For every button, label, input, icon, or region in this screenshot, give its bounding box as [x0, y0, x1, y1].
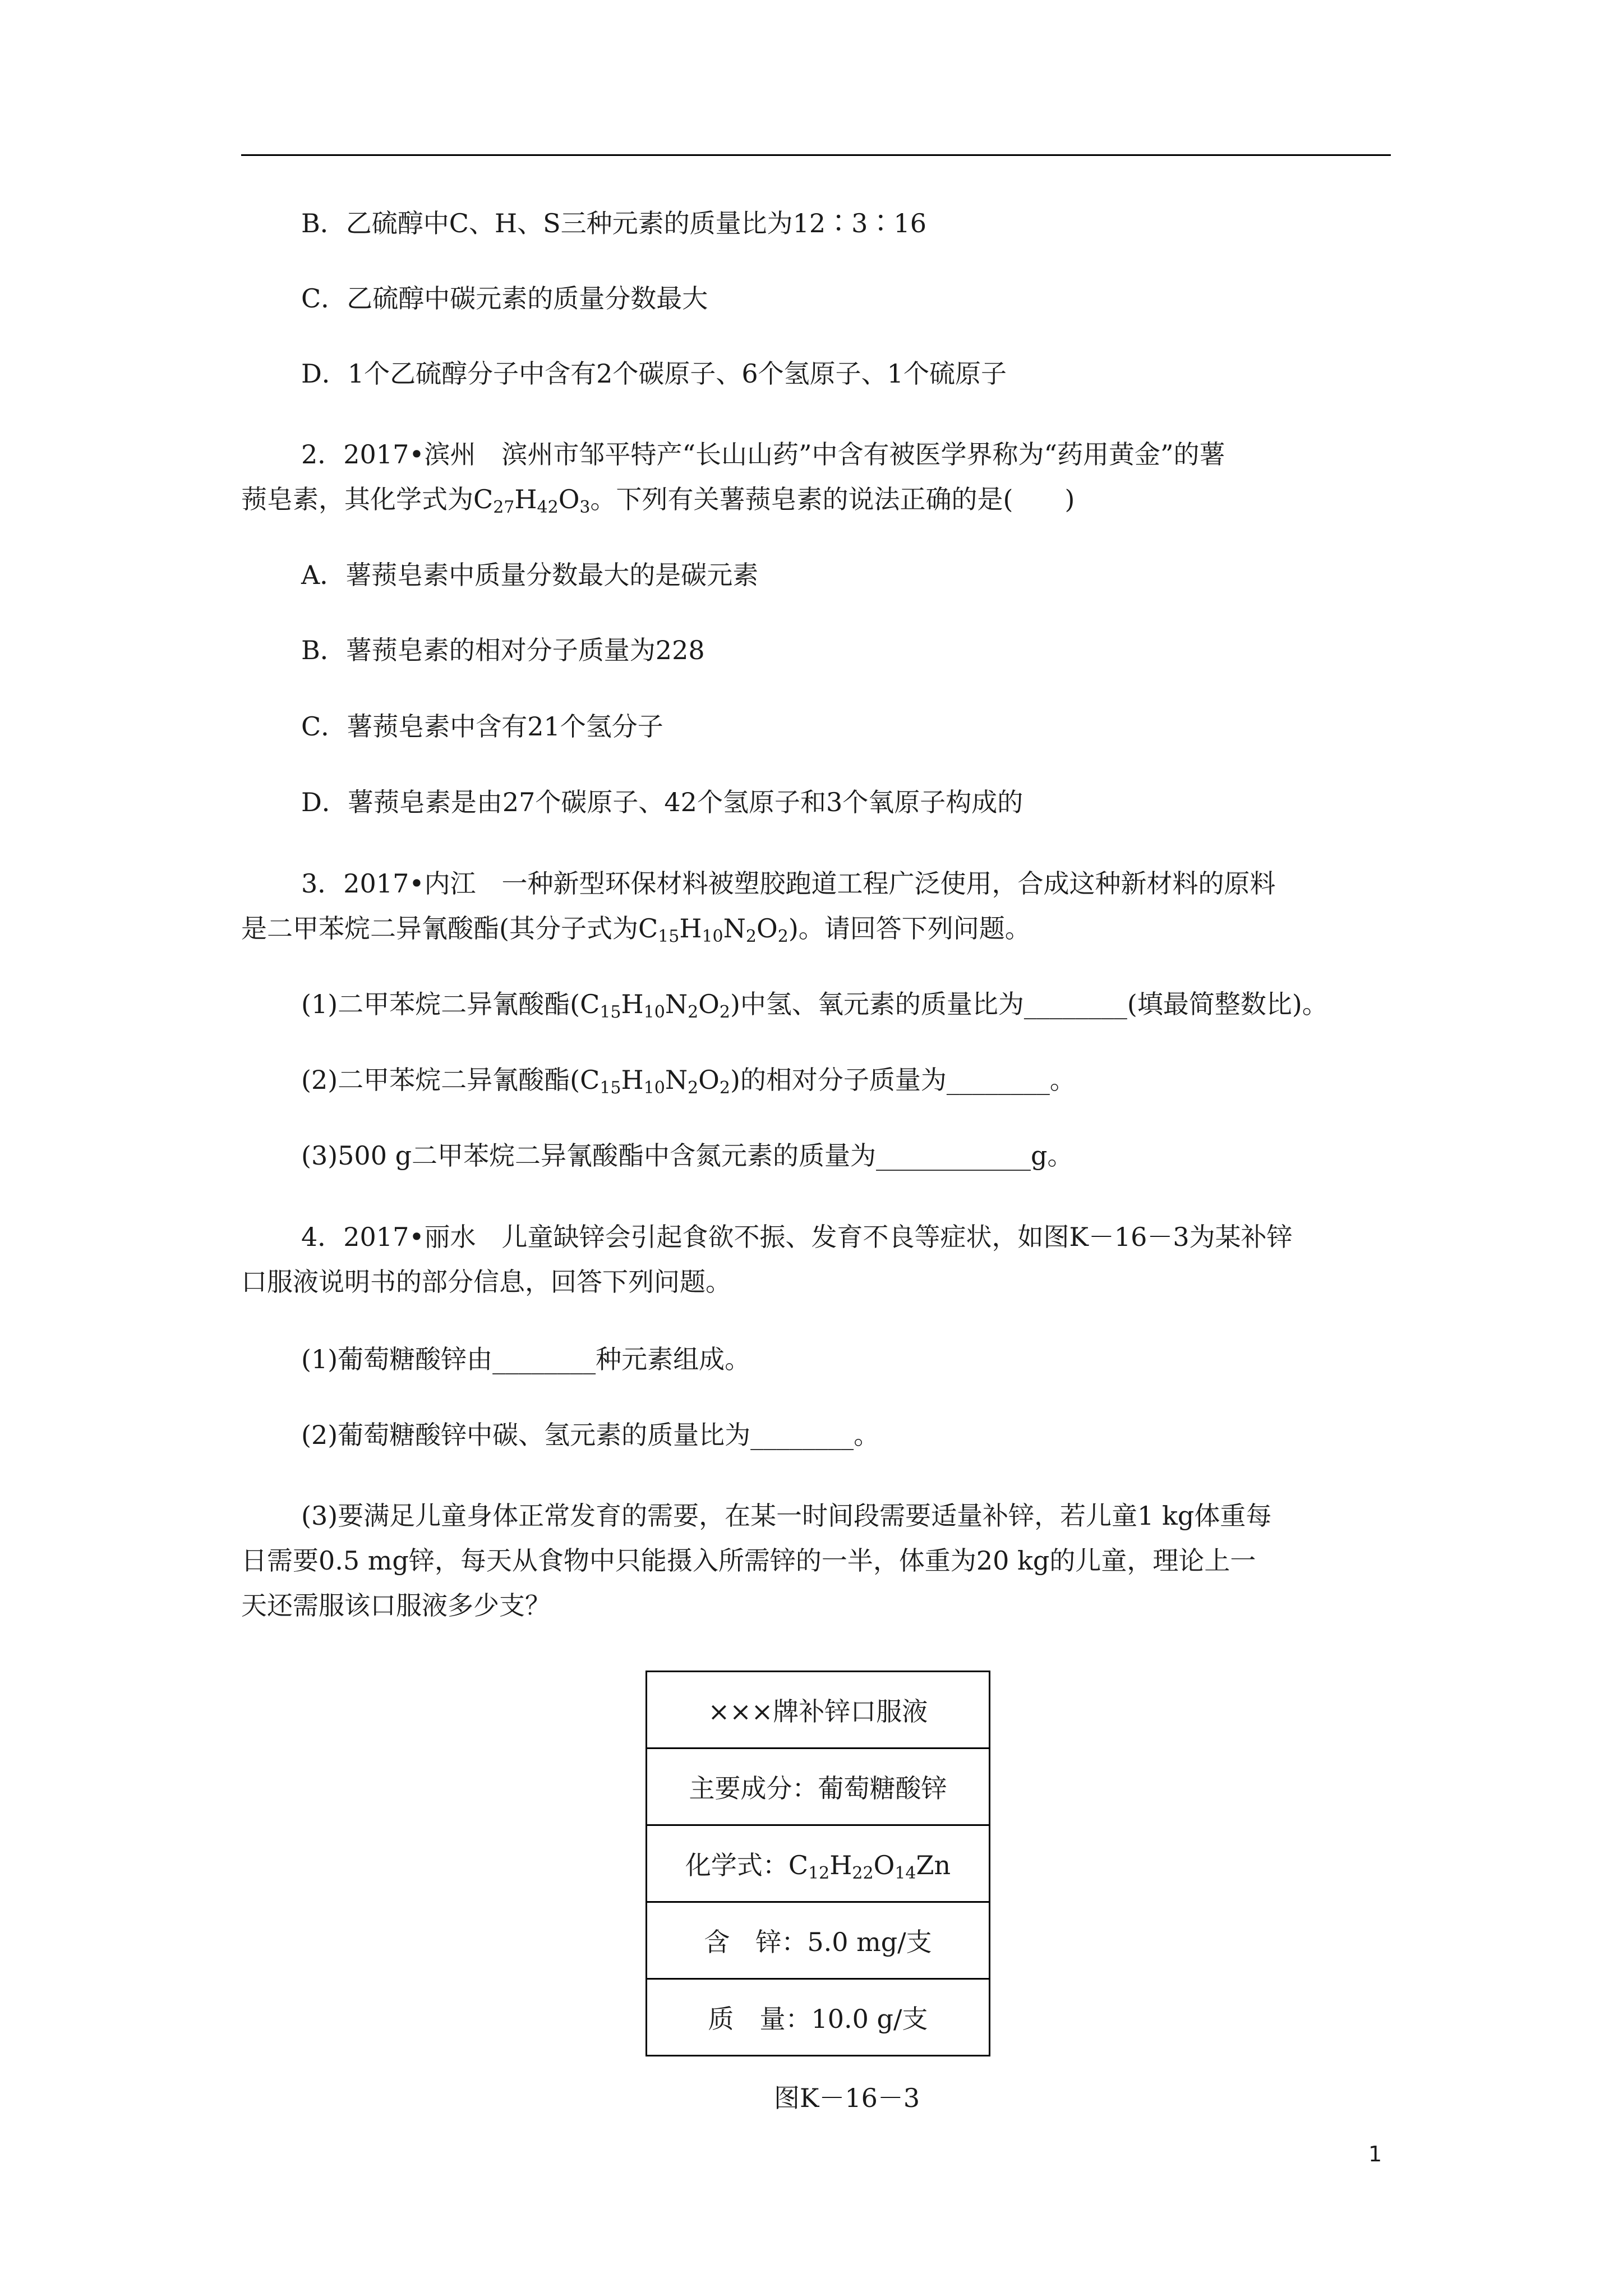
q1-option-d: D．1个乙硫醇分子中含有2个碳原子、6个氢原子、1个硫原子	[301, 358, 1007, 389]
q4-stem-line2: 口服液说明书的部分信息，回答下列问题。	[241, 1267, 731, 1297]
label-brand: ×××牌补锌口服液	[647, 1672, 990, 1749]
label-zinc-content: 含 锌：5.0 mg/支	[647, 1902, 990, 1979]
table-row	[647, 1672, 990, 1749]
zinc-label-table	[645, 1671, 990, 2056]
q4-part3-line2: 日需要0.5 mg锌，每天从食物中只能摄入所需锌的一半，体重为20 kg的儿童，理论上一	[241, 1545, 1256, 1576]
q3-part2-formula: $C_{15}H_{10}N_2O_2$	[580, 1065, 730, 1098]
label-mass: 质 量：10.0 g/支	[647, 1979, 990, 2056]
page-number: 1	[1368, 2142, 1382, 2166]
table-row	[647, 1979, 990, 2056]
header-rule	[241, 154, 1391, 156]
q3-part2: (2)二甲苯烷二异氰酸酯$(C_{15}H_{10}N_2O_2)$的相对分子质量为________。	[301, 1065, 1076, 1098]
q4-stem-line1: 4．2017•丽水 儿童缺锌会引起食欲不振、发育不良等症状，如图K－16－3为某补锌	[301, 1222, 1293, 1252]
q3-part3: (3)500 g二甲苯烷二异氰酸酯中含氮元素的质量为____________g。	[301, 1140, 1073, 1171]
q2-stem-line1: 2．2017•滨州 滨州市邹平特产“长山山药”中含有被医学界称为“药用黄金”的薯	[301, 439, 1225, 470]
table-row	[647, 1749, 990, 1825]
label-formula: 化学式：$C_{12}H_{22}O_{14}Zn$	[647, 1825, 990, 1902]
q3-stem-line2: 是二甲苯烷二异氰酸酯(其分子式为$C_{15}H_{10}N_2O_2$)。请回答下列问题。	[241, 913, 1031, 946]
q3-stem-line1: 3．2017•内江 一种新型环保材料被塑胶跑道工程广泛使用，合成这种新材料的原料	[301, 868, 1276, 899]
q2-option-a: A．薯蓣皂素中质量分数最大的是碳元素	[301, 560, 759, 590]
q4-part3-line1: (3)要满足儿童身体正常发育的需要，在某一时间段需要适量补锌，若儿童1 kg体重每	[301, 1501, 1272, 1531]
label-ingredient: 主要成分：葡萄糖酸锌	[647, 1749, 990, 1825]
q4-part3-line3: 天还需服该口服液多少支？	[241, 1590, 551, 1621]
table-row	[647, 1902, 990, 1979]
q3-formula: $C_{15}H_{10}N_2O_2$	[638, 913, 789, 946]
q3-part1-formula: $C_{15}H_{10}N_2O_2$	[580, 989, 730, 1022]
figure-caption: 图K－16－3	[774, 2083, 920, 2113]
q3-part1: (1)二甲苯烷二异氰酸酯$(C_{15}H_{10}N_2O_2)$中氢、氧元素的质量比为________(填最简整数比)。	[301, 989, 1328, 1022]
q2-formula: $C_{27}H_{42}O_3$	[473, 484, 591, 517]
q4-part2: (2)葡萄糖酸锌中碳、氢元素的质量比为________。	[301, 1420, 880, 1450]
q2-stem-line2: 蓣皂素，其化学式为$C_{27}H_{42}O_3$。下列有关薯蓣皂素的说法正确的是( )	[241, 484, 1075, 517]
q2-option-c: C．薯蓣皂素中含有21个氢分子	[301, 711, 663, 742]
q2-option-d: D．薯蓣皂素是由27个碳原子、42个氢原子和3个氧原子构成的	[301, 787, 1023, 817]
q1-option-b: B．乙硫醇中C、H、S三种元素的质量比为12∶3∶16	[301, 208, 926, 238]
q4-part1: (1)葡萄糖酸锌由________种元素组成。	[301, 1344, 751, 1374]
q2-option-b: B．薯蓣皂素的相对分子质量为228	[301, 635, 705, 665]
q1-option-c: C．乙硫醇中碳元素的质量分数最大	[301, 283, 708, 314]
table-row	[647, 1825, 990, 1902]
